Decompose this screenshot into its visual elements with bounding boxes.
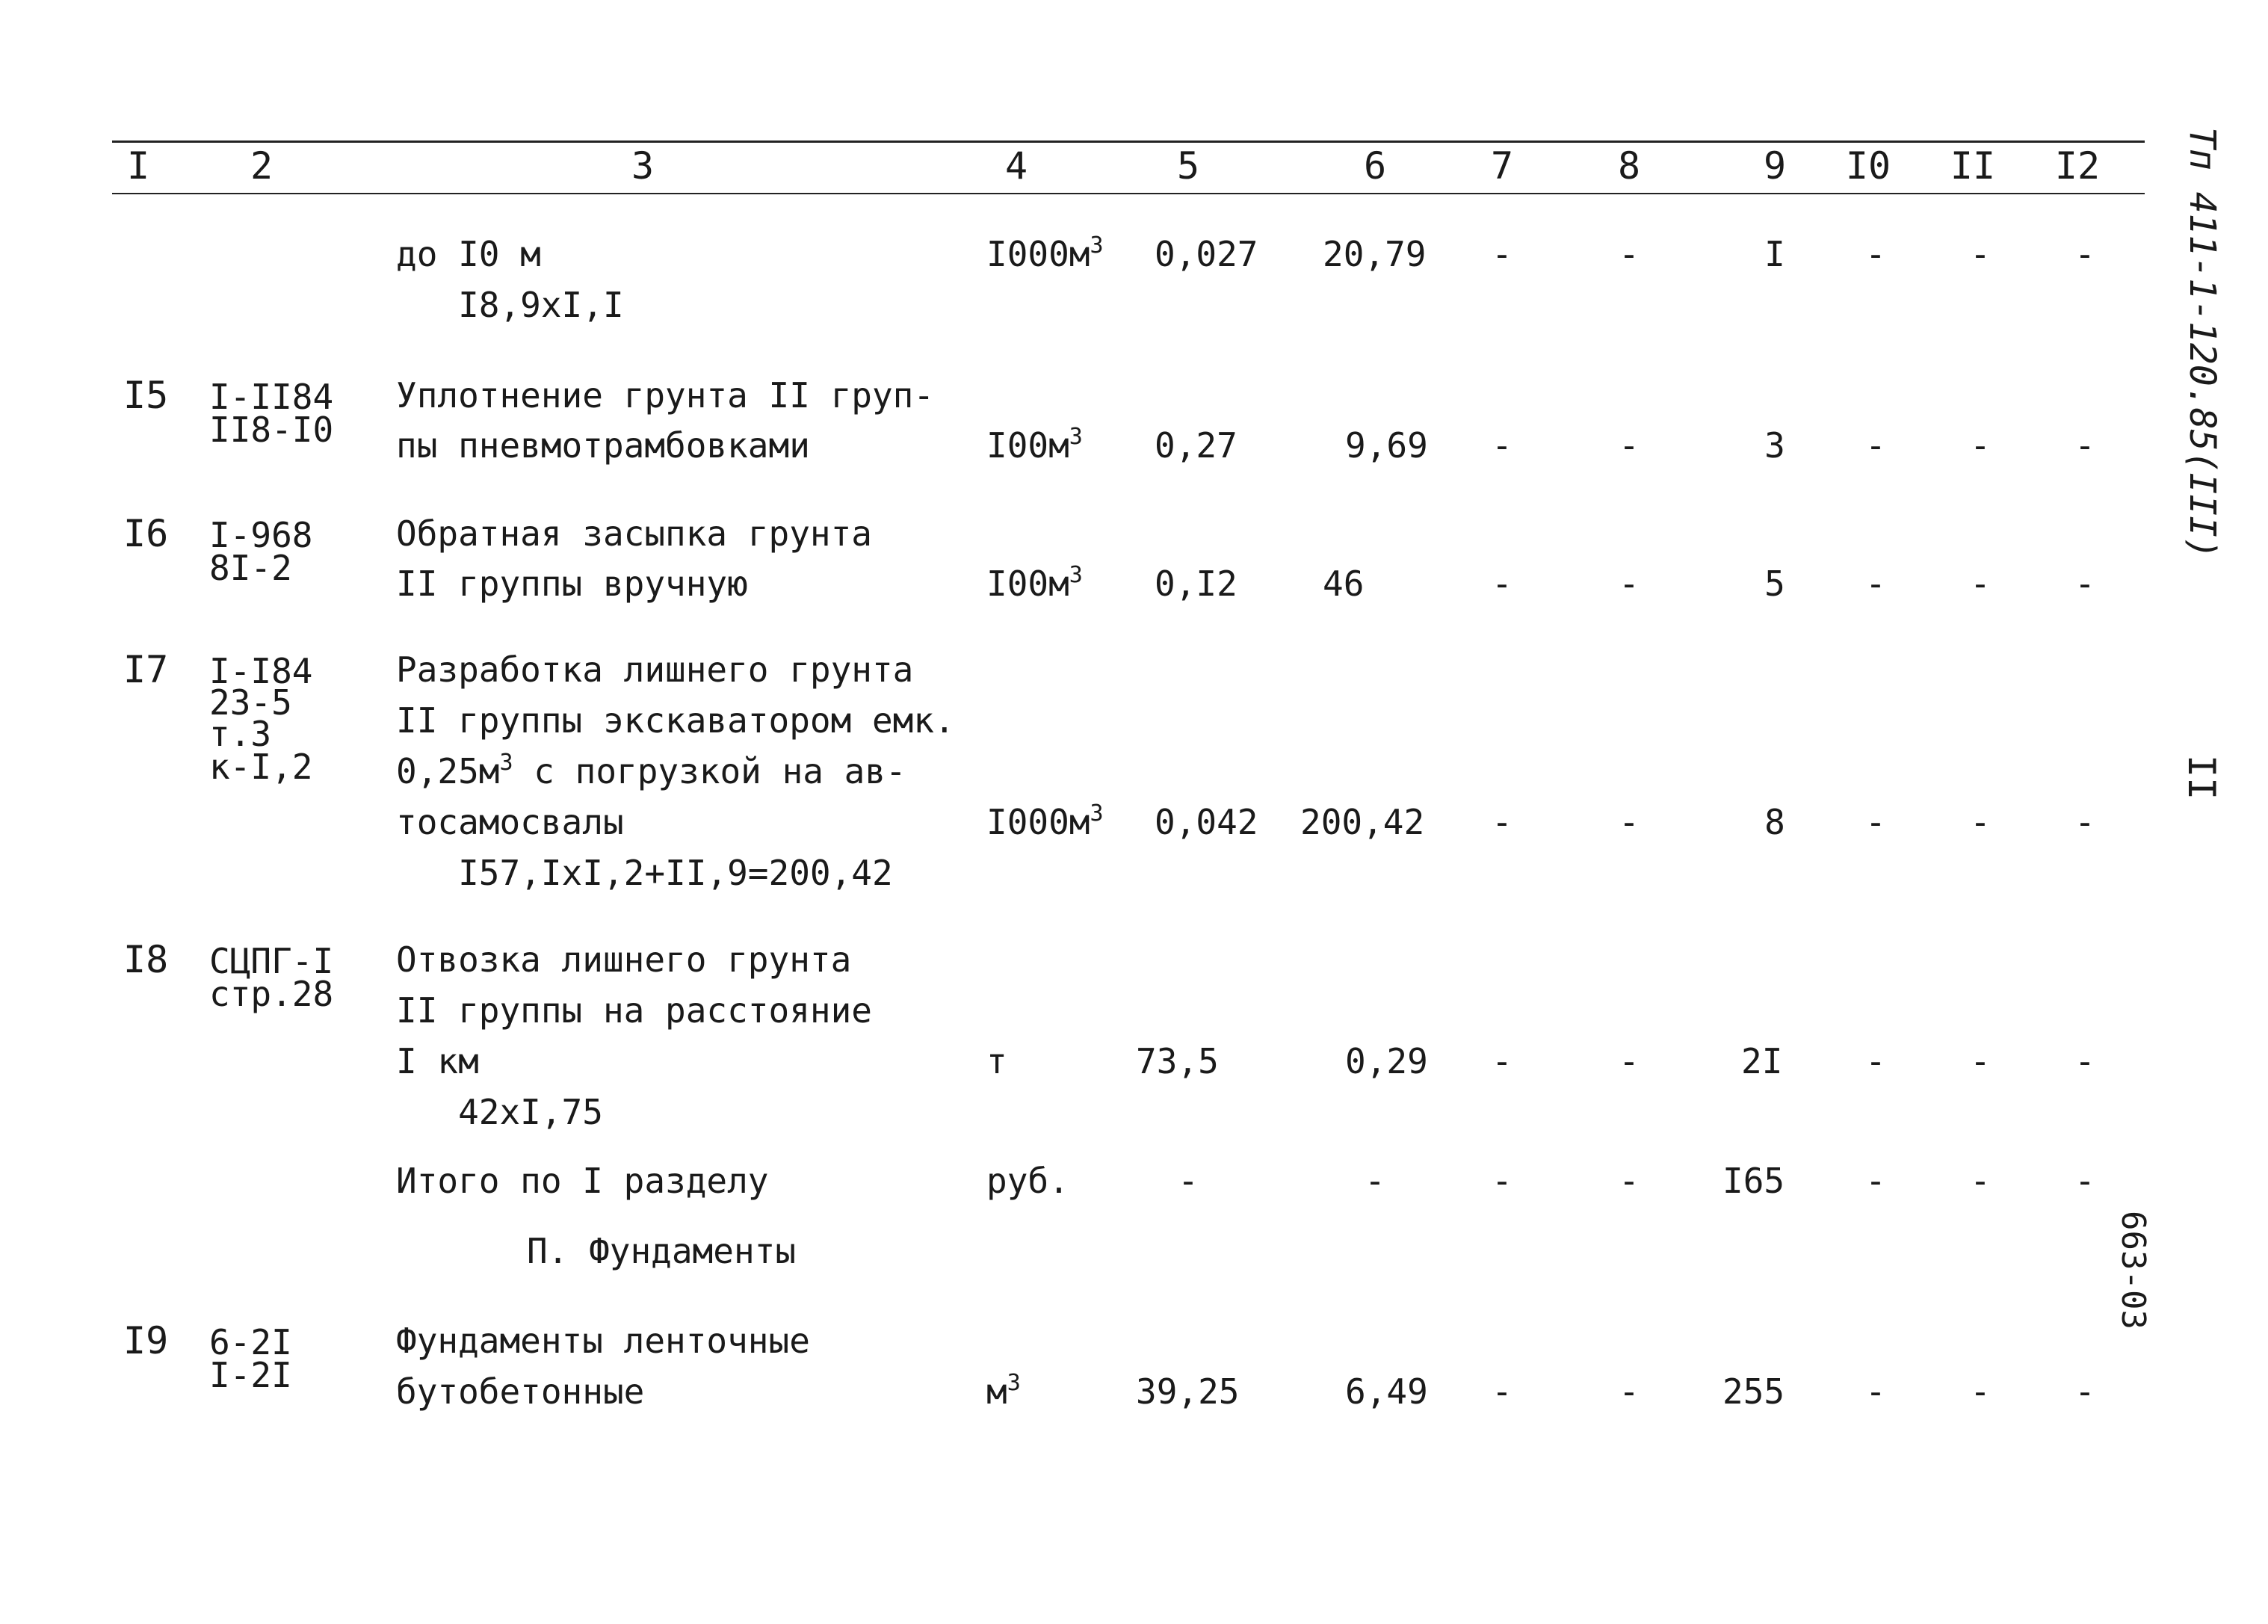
row-col10: -: [1865, 234, 1886, 274]
row-col12: -: [2074, 564, 2095, 604]
total-col5: -: [1178, 1161, 1199, 1201]
unit-text: т: [986, 1041, 1007, 1081]
header-col-5: 5: [1176, 144, 1200, 188]
page-number: II: [2180, 755, 2223, 800]
header-col-7: 7: [1490, 144, 1514, 188]
header-col-9: 9: [1763, 144, 1787, 188]
row-col8: -: [1619, 234, 1640, 274]
row-col5: 39,25: [1136, 1371, 1240, 1412]
row-col7: -: [1492, 1371, 1512, 1412]
row-col7: -: [1492, 425, 1512, 466]
row-number: I6: [123, 512, 169, 555]
row-description-line: Уплотнение грунта II груп-: [396, 375, 935, 416]
row-col11: -: [1970, 1371, 1991, 1412]
row-description-line: бутобетонные: [396, 1371, 645, 1412]
row-col10: -: [1865, 1041, 1886, 1081]
header-col-4: 4: [1004, 144, 1028, 188]
total-col6: -: [1365, 1161, 1385, 1201]
row-description-line: до I0 м: [396, 234, 541, 274]
row-col5: 0,042: [1155, 802, 1258, 842]
row-unit: [986, 1366, 1021, 1417]
row-code-line: к-I,2: [209, 747, 313, 787]
row-unit: [986, 1036, 1007, 1087]
row-code-line: 23-5: [209, 682, 292, 723]
row-unit: [986, 797, 1104, 847]
unit-superscript: 3: [1090, 232, 1104, 259]
total-col9: I65: [1722, 1161, 1785, 1201]
row-description-line: II группы на расстояние: [396, 990, 872, 1031]
unit-text: I000м: [986, 802, 1090, 842]
row-col9: 5: [1764, 564, 1785, 604]
total-col10: -: [1865, 1161, 1886, 1201]
row-col10: -: [1865, 564, 1886, 604]
row-description-line: I км: [396, 1041, 479, 1081]
section-title: П. Фундаменты: [527, 1231, 797, 1271]
row-col12: -: [2074, 234, 2095, 274]
row-col8: -: [1619, 564, 1640, 604]
row-col11: -: [1970, 564, 1991, 604]
header-col-2: 2: [250, 144, 274, 188]
row-unit: [986, 420, 1083, 471]
row-col12: -: [2074, 1041, 2095, 1081]
row-col7: -: [1492, 802, 1512, 842]
row-col6: 46: [1323, 564, 1365, 604]
row-col6: 6,49: [1345, 1371, 1428, 1412]
header-col-12: I2: [2054, 144, 2101, 188]
total-label: Итого по I разделу: [396, 1161, 769, 1201]
row-description-line: тосамосвалы: [396, 802, 624, 842]
header-col-10: I0: [1845, 144, 1891, 188]
header-col-6: 6: [1363, 144, 1387, 188]
description-text: с погрузкой на ав-: [513, 751, 906, 791]
row-col8: -: [1619, 1371, 1640, 1412]
row-col11: -: [1970, 425, 1991, 466]
row-col9: 255: [1722, 1371, 1785, 1412]
row-col5: 0,027: [1155, 234, 1258, 274]
row-col11: -: [1970, 1041, 1991, 1081]
row-description-line: Разработка лишнего грунта: [396, 649, 914, 690]
row-description-line: II группы экскаватором емк.: [396, 700, 955, 741]
header-col-3: 3: [631, 144, 655, 188]
row-unit: [986, 229, 1104, 280]
row-code-line: СЦПГ-I: [209, 941, 334, 981]
row-col7: -: [1492, 1041, 1512, 1081]
row-code-line: I-II84: [209, 377, 334, 417]
row-col6: 9,69: [1345, 425, 1428, 466]
header-bottom-rule: [112, 193, 2145, 194]
row-number: I7: [123, 648, 169, 691]
album-number: 663-03: [2114, 1211, 2152, 1330]
unit-superscript: 3: [1007, 1370, 1021, 1396]
row-col12: -: [2074, 425, 2095, 466]
row-col12: -: [2074, 802, 2095, 842]
row-description-line: 42xI,75: [396, 1092, 603, 1132]
description-text: 0,25м: [396, 751, 500, 791]
row-description-line: II группы вручную: [396, 564, 748, 604]
row-col5: 0,I2: [1155, 564, 1237, 604]
row-number: I9: [123, 1319, 169, 1362]
row-code-line: I-I84: [209, 651, 313, 691]
row-col10: -: [1865, 425, 1886, 466]
header-col-11: II: [1950, 144, 1996, 188]
unit-superscript: 3: [1090, 800, 1104, 827]
row-description-line: [396, 746, 906, 797]
unit-text: м: [986, 1371, 1007, 1412]
row-number: I5: [123, 374, 169, 417]
row-col9: I: [1764, 234, 1785, 274]
row-unit: [986, 558, 1083, 609]
row-description-line: Фундаменты ленточные: [396, 1321, 810, 1361]
row-col8: -: [1619, 802, 1640, 842]
row-description-line: пы пневмотрамбовками: [396, 425, 810, 466]
row-col11: -: [1970, 234, 1991, 274]
row-code-line: 8I-2: [209, 548, 292, 588]
row-col9: 8: [1764, 802, 1785, 842]
row-code-line: I-968: [209, 515, 313, 555]
row-description-line: Отвозка лишнего грунта: [396, 939, 852, 980]
row-code-line: II8-I0: [209, 410, 334, 450]
unit-superscript: 3: [1069, 424, 1083, 450]
row-col6: 0,29: [1345, 1041, 1428, 1081]
row-code-line: I-2I: [209, 1355, 292, 1395]
row-col10: -: [1865, 802, 1886, 842]
row-number: I8: [123, 938, 169, 981]
row-code-line: т.3: [209, 714, 272, 754]
unit-text: I000м: [986, 234, 1090, 274]
row-col6: 200,42: [1300, 802, 1425, 842]
total-col7: -: [1492, 1161, 1512, 1201]
row-col10: -: [1865, 1371, 1886, 1412]
row-col5: 73,5: [1136, 1041, 1219, 1081]
row-col5: 0,27: [1155, 425, 1237, 466]
header-col-8: 8: [1617, 144, 1641, 188]
row-col7: -: [1492, 564, 1512, 604]
row-col6: 20,79: [1323, 234, 1427, 274]
row-col8: -: [1619, 1041, 1640, 1081]
row-col9: 3: [1764, 425, 1785, 466]
header-col-1: I: [126, 144, 150, 188]
total-col11: -: [1970, 1161, 1991, 1201]
total-unit: руб.: [986, 1161, 1069, 1201]
row-description-line: I8,9xI,I: [396, 285, 624, 325]
row-col9: 2I: [1741, 1041, 1783, 1081]
row-col12: -: [2074, 1371, 2095, 1412]
row-description-line: Обратная засыпка грунта: [396, 513, 872, 554]
row-code-line: 6-2I: [209, 1322, 292, 1362]
description-superscript: 3: [499, 750, 513, 776]
document-code-stamp: Тп 411-1-120.85(III): [2181, 127, 2223, 559]
row-col8: -: [1619, 425, 1640, 466]
unit-superscript: 3: [1069, 562, 1083, 588]
unit-text: I00м: [986, 564, 1069, 604]
unit-text: I00м: [986, 425, 1069, 466]
row-col7: -: [1492, 234, 1512, 274]
row-col11: -: [1970, 802, 1991, 842]
total-col12: -: [2074, 1161, 2095, 1201]
row-code-line: стр.28: [209, 974, 334, 1014]
total-col8: -: [1619, 1161, 1640, 1201]
row-description-line: I57,IxI,2+II,9=200,42: [396, 853, 893, 893]
